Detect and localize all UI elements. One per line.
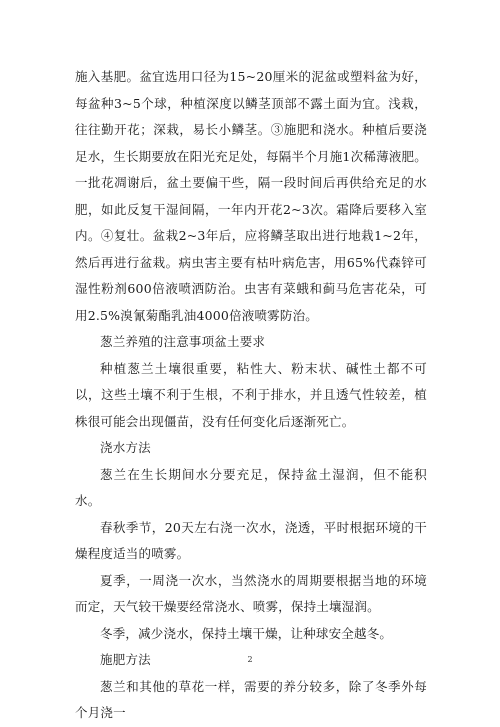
paragraph-watering-spring-autumn: 春秋季节，20天左右浇一次水，浇透，平时根据环境的干燥程度适当的喷雾。 — [75, 519, 427, 561]
heading-soil-requirements: 葱兰养殖的注意事项盆土要求 — [100, 334, 266, 349]
heading-watering-method: 浇水方法 — [100, 440, 151, 455]
paragraph-watering-general: 葱兰在生长期间水分要充足，保持盆土湿润，但不能积水。 — [75, 466, 427, 508]
paragraph-soil-requirements: 种植葱兰土壤很重要，粘性大、粉末状、碱性土都不可以，这些土壤不利于生根，不利于排水，并且透气性较差，植株很可能会出现僵苗，没有任何变化后逐渐死亡。 — [75, 360, 427, 429]
page-number: 2 — [247, 655, 253, 664]
paragraph-watering-winter: 冬季，减少浇水，保持土壤干燥，让种球安全越冬。 — [100, 625, 393, 641]
document-body — [75, 64, 427, 727]
paragraph-fertilizing: 葱兰和其他的草花一样，需要的养分较多，除了冬季外每个月浇一 — [75, 678, 427, 720]
paragraph-cultivation-continued: 施入基肥。盆宜选用口径为15~20厘米的泥盆或塑料盆为好，每盆种3~5个球，种植深度以鳞茎顶部不露土面为宜。浅栽，往往勤开花；深栽，易长小鳞茎。③施肥和浇水。种植后要浇足水，生长期要放在阳光充足处，每隔半个月施1次稀薄液肥。一批花凋谢后，盆土要偏干些，隔一段时间后再供给充足的水肥，如此反复干湿间隔，一年内开花2~3次。霜降后要移入室内。④复壮。盆栽2~3年后，应将鳞茎取出进行地栽1~2年，然后再进行盆栽。病虫害主要有枯叶病危害，用65%代森锌可湿性粉剂600倍液喷洒防治。虫害有菜蛾和蓟马危害花朵，可用2.5%溴氰菊酯乳油4000倍液喷雾防治。 — [75, 69, 427, 323]
paragraph-watering-summer: 夏季，一周浇一次水，当然浇水的周期要根据当地的环境而定，天气较干燥要经常浇水、喷雾，保持土壤湿润。 — [75, 572, 427, 614]
heading-fertilizing-method: 施肥方法 — [100, 652, 151, 667]
